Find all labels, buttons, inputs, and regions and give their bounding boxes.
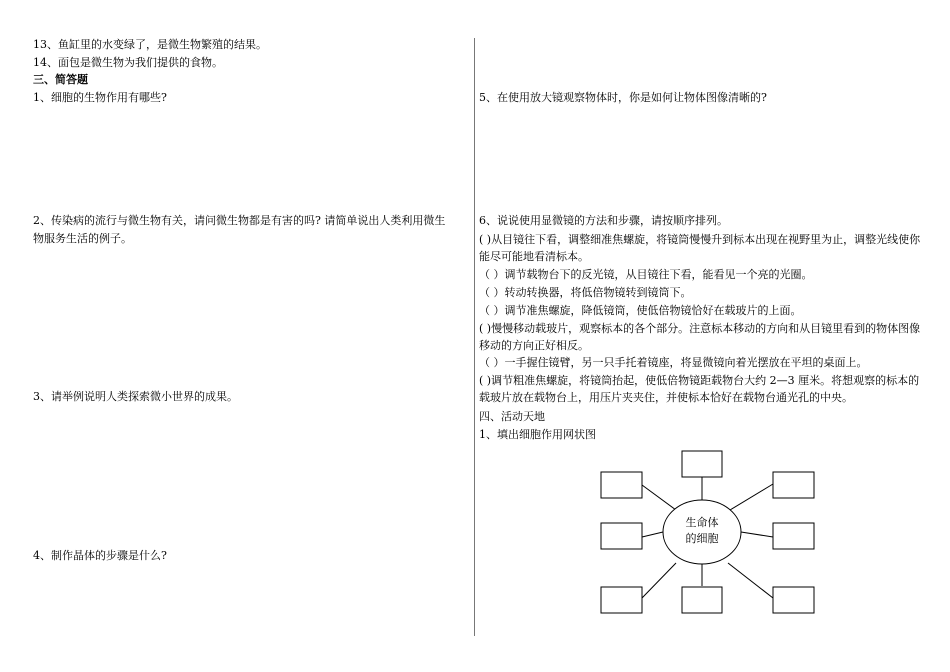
item-13: 13、鱼缸里的水变绿了，是微生物繁殖的结果。 <box>33 38 267 51</box>
step-3: （ ）转动转换器，将低倍物镜转到镜筒下。 <box>479 286 692 299</box>
blank-box-top <box>682 451 722 477</box>
step-5: ( )慢慢移动载玻片，观察标本的各个部分。注意标本移动的方向和从目镜里看到的物体图像移动的方向正好相反。 <box>479 322 921 352</box>
blank-box-lower-left <box>601 587 642 613</box>
spoke-lower-left <box>642 563 676 598</box>
center-label-line-2: 的细胞 <box>685 532 719 545</box>
spoke-right <box>741 532 773 537</box>
step-6: （ ）一手握住镜臂，另一只手托着镜座，将显微镜向着光摆放在平坦的桌面上。 <box>479 356 868 369</box>
section-4-heading: 四、活动天地 <box>479 410 545 423</box>
spoke-lower-right <box>728 563 773 598</box>
question-5: 5、在使用放大镜观察物体时，你是如何让物体图像清晰的? <box>479 91 767 104</box>
question-6: 6、说说使用显微镜的方法和步骤，请按顺序排列。 <box>479 214 728 227</box>
step-7: ( )调节粗准焦螺旋，将镜筒抬起，使低倍物镜距载物台大约 2—3 厘米。将想观察的标本的载玻片放在载物台上，用压片夹夹住，并使标本恰好在载物台通光孔的中央。 <box>479 374 920 404</box>
blank-box-left <box>601 523 642 549</box>
question-2-line-1: 2、传染病的流行与微生物有关，请问微生物都是有害的吗? 请简单说出人类利用微生 <box>33 214 446 227</box>
spoke-upper-right <box>730 484 773 510</box>
center-label-line-1: 生命体 <box>685 516 719 529</box>
blank-box-right <box>773 523 814 549</box>
step-2: （ ）调节载物台下的反光镜，从目镜往下看，能看见一个亮的光圈。 <box>479 268 813 281</box>
item-14: 14、面包是微生物为我们提供的食物。 <box>33 56 223 69</box>
spoke-left <box>642 532 663 537</box>
question-1: 1、细胞的生物作用有哪些? <box>33 91 167 104</box>
blank-box-upper-left <box>601 472 642 498</box>
blank-box-lower-right <box>773 587 814 613</box>
step-1: ( )从目镜往下看，调整细准焦螺旋，将镜筒慢慢升到标本出现在视野里为止，调整光线使你能尽可能地看清标本。 <box>479 233 921 263</box>
question-4: 4、制作晶体的步骤是什么? <box>33 549 167 562</box>
question-2-line-2: 物服务生活的例子。 <box>33 232 132 245</box>
spoke-upper-left <box>642 485 676 510</box>
blank-box-bottom <box>682 587 722 613</box>
section-3-heading: 三、简答题 <box>33 73 88 86</box>
step-4: （ ）调节准焦螺旋，降低镜筒，使低倍物镜恰好在载玻片的上面。 <box>479 304 802 317</box>
question-3: 3、请举例说明人类探索微小世界的成果。 <box>33 390 238 403</box>
blank-box-upper-right <box>773 472 814 498</box>
activity-1: 1、填出细胞作用网状图 <box>479 428 596 441</box>
